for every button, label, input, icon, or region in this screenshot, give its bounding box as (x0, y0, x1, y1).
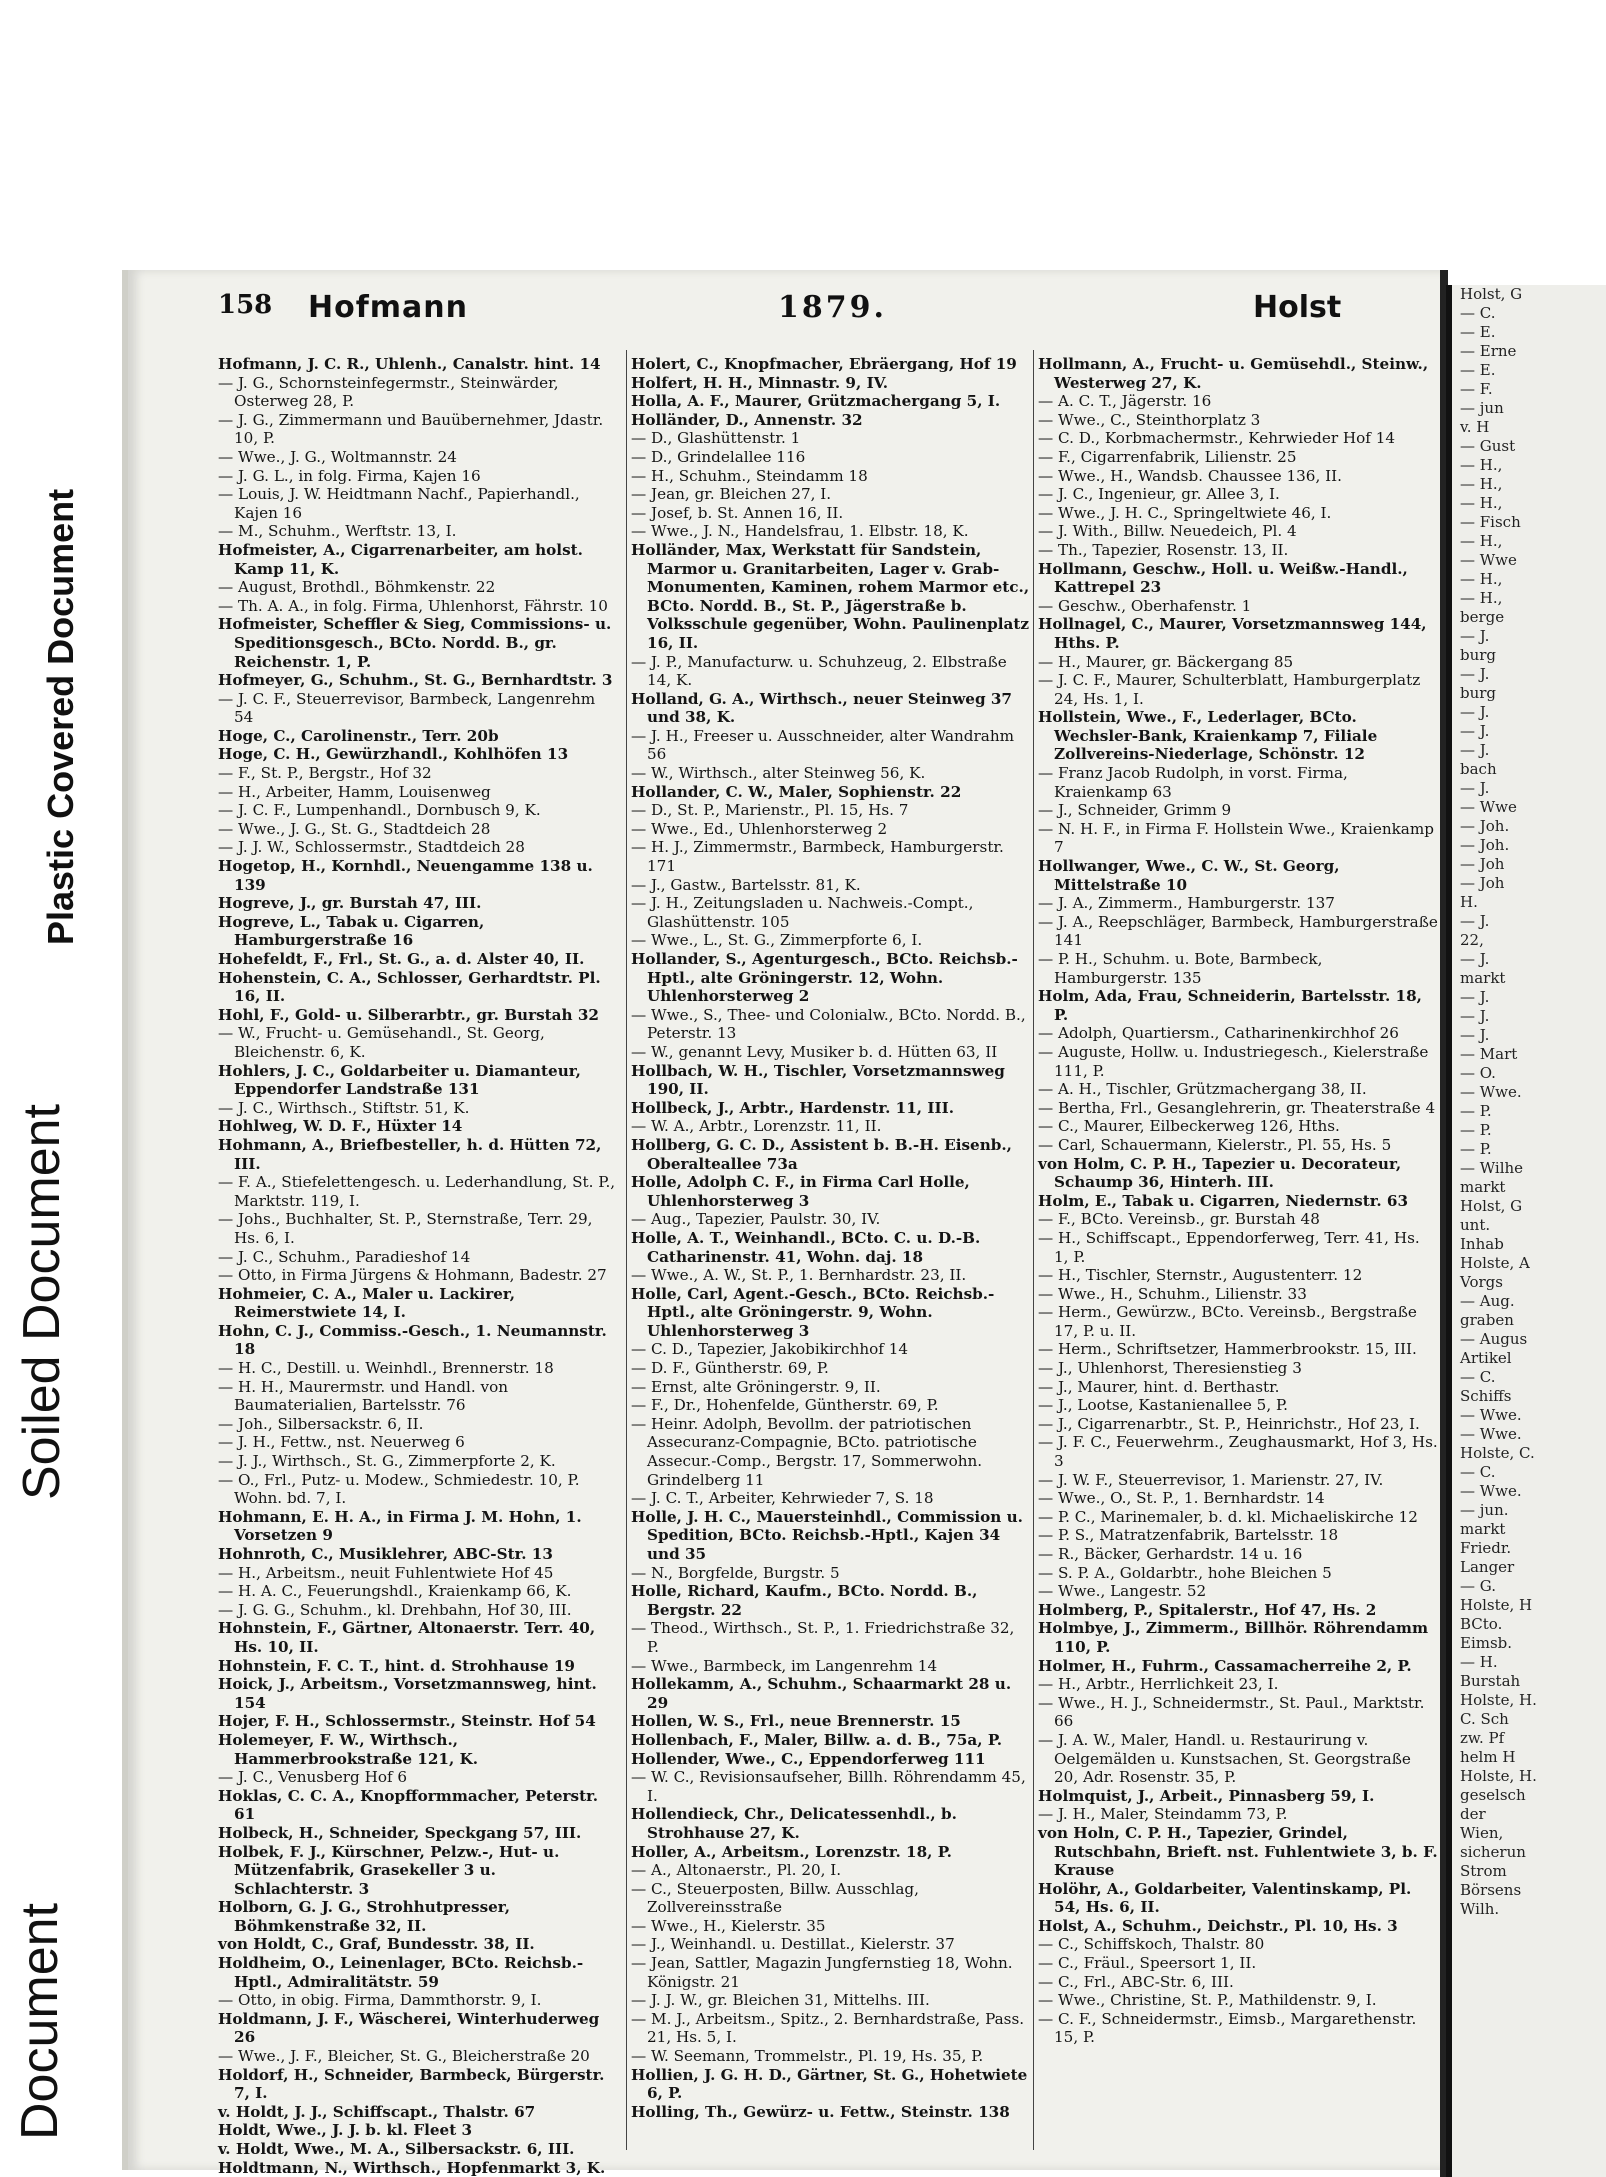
directory-entry: — Wwe., Christine, St. P., Mathildenstr. 9, I. (1038, 1991, 1377, 2010)
directory-entry: — D., St. P., Marienstr., Pl. 15, Hs. 7 (631, 801, 909, 820)
directory-entry: — P. C., Marinemaler, b. d. kl. Michaeliskirche 12 (1038, 1507, 1418, 1526)
directory-entry: Holla, A. F., Maurer, Grützmachergang 5, I. (631, 392, 1001, 411)
adjacent-page-entry: — J. (1460, 1026, 1490, 1044)
directory-entry: Holm, E., Tabak u. Cigarren, Niedernstr. 63 (1038, 1191, 1409, 1210)
directory-entry: — Carl, Schauermann, Kielerstr., Pl. 55, Hs. 5 (1038, 1135, 1392, 1154)
directory-entry: Holland, G. A., Wirthsch., neuer Steinweg 37 und 38, K. (631, 689, 1012, 727)
adjacent-page-entry: — C. (1460, 304, 1496, 322)
adjacent-page-entry: — J. (1460, 722, 1490, 740)
directory-entry: Holländer, D., Annenstr. 32 (631, 410, 863, 429)
adjacent-page-entry: — Wwe. (1460, 1425, 1522, 1443)
directory-entry: Hollbach, W. H., Tischler, Vorsetzmannsweg 190, II. (631, 1061, 1005, 1099)
directory-entry: — Heinr. Adolph, Bevollm. der patriotischen Assecuranz-Compagnie, BCto. patriotische Assecur.-Comp., Bergstr. 17, Sommerwohn. Grindelberg 11 (631, 1414, 983, 1489)
directory-entry: — J., Maurer, hint. d. Berthastr. (1038, 1377, 1280, 1396)
directory-entry: — F., Dr., Hohenfelde, Güntherstr. 69, P. (631, 1396, 939, 1415)
adjacent-page-entry: — G. (1460, 1577, 1496, 1595)
adjacent-page-entry: — Wwe. (1460, 1406, 1522, 1424)
directory-entry: — W. A., Arbtr., Lorenzstr. 11, II. (631, 1117, 882, 1136)
adjacent-page-entry: geselsch (1460, 1786, 1526, 1804)
directory-column-2 (631, 355, 1031, 2145)
directory-entry: — Bertha, Frl., Gesanglehrerin, gr. Theaterstraße 4 (1038, 1098, 1436, 1117)
directory-entry: Hohnstein, F. C. T., hint. d. Strohhause 19 (218, 1656, 575, 1675)
directory-entry: Hofmeister, Scheffler & Sieg, Commissions- u. Speditionsgesch., BCto. Nordd. B., gr. Reichenstr. 1, P. (218, 615, 612, 671)
directory-entry: — J. A. W., Maler, Handl. u. Restaurirung v. Oelgemälden u. Kunstsachen, St. Georgstraße 20, Adr. Rosenstr. 35, P. (1038, 1730, 1411, 1787)
directory-entry: Hollien, J. G. H. D., Gärtner, St. G., Hohetwiete 6, P. (631, 2065, 1028, 2103)
directory-entry: Holle, A. T., Weinhandl., BCto. C. u. D.-B. Catharinenstr. 41, Wohn. daj. 18 (631, 1228, 981, 1266)
adjacent-page-entry: Holste, A (1460, 1254, 1530, 1272)
directory-entry: — J. With., Billw. Neuedeich, Pl. 4 (1038, 522, 1297, 541)
directory-entry: Holborn, G. J. G., Strohhutpresser, Böhmkenstraße 32, II. (218, 1898, 510, 1935)
header-year: 1879. (778, 290, 887, 325)
directory-entry: Holmer, H., Fuhrm., Cassamacherreihe 2, P. (1038, 1656, 1412, 1675)
directory-entry: — Wwe., J. H. C., Springeltwiete 46, I. (1038, 503, 1332, 522)
directory-entry: — F., St. P., Bergstr., Hof 32 (218, 764, 432, 783)
directory-entry: — J. A., Zimmerm., Hamburgerstr. 137 (1038, 894, 1335, 913)
directory-entry: Hollender, Wwe., C., Eppendorferweg 111 (631, 1749, 986, 1768)
directory-entry: — Wwe., A. W., St. P., 1. Bernhardstr. 23, II. (631, 1266, 967, 1285)
plastic-covered-label: Plastic Covered Document (40, 488, 81, 945)
adjacent-page-entry: — Mart (1460, 1045, 1518, 1063)
directory-entry: — J. C., Schuhm., Paradieshof 14 (218, 1247, 471, 1266)
document-label: Document (11, 1903, 69, 2140)
directory-entry: — W. C., Revisionsaufseher, Billh. Röhrendamm 45, I. (631, 1768, 1026, 1805)
directory-entry: — H. J., Zimmermstr., Barmbeck, Hamburgerstr. 171 (631, 838, 1004, 876)
directory-entry: — H. A. C., Feuerungshdl., Kraienkamp 66, K. (218, 1582, 572, 1601)
adjacent-page-entry: Artikel (1460, 1349, 1512, 1367)
directory-entry: Hollstein, Wwe., F., Lederlager, BCto. Wechsler-Bank, Kraienkamp 7, Filiale Zollvereins-Niederlage, Schönstr. 12 (1038, 708, 1378, 764)
adjacent-page-entry: Holste, H. (1460, 1767, 1537, 1785)
adjacent-page-entry: — P. (1460, 1140, 1492, 1158)
directory-entry: — J. H., Fettw., nst. Neuerweg 6 (218, 1433, 465, 1452)
directory-entry: — C., Steuerposten, Billw. Ausschlag, Zollvereinsstraße (631, 1879, 919, 1917)
directory-entry: — H., Arbeiter, Hamm, Louisenweg (218, 782, 491, 801)
directory-entry: — M. J., Arbeitsm., Spitz., 2. Bernhardstraße, Pass. 21, Hs. 5, I. (631, 2009, 1025, 2047)
adjacent-page-entry: — Wwe. (1460, 1482, 1522, 1500)
directory-entry: — Wwe., C., Steinthorplatz 3 (1038, 410, 1261, 429)
adjacent-page-entry: — J. (1460, 627, 1490, 645)
directory-entry: Hollbeck, J., Arbtr., Hardenstr. 11, III. (631, 1098, 954, 1117)
directory-entry: — C. F., Schneidermstr., Eimsb., Margarethenstr. 15, P. (1038, 2009, 1417, 2047)
directory-entry: — S. P. A., Goldarbtr., hohe Bleichen 5 (1038, 1563, 1332, 1582)
adjacent-page-entry: unt. (1460, 1216, 1491, 1234)
directory-entry: — August, Brothdl., Böhmkenstr. 22 (218, 578, 496, 597)
adjacent-page-entry: Holste, C. (1460, 1444, 1535, 1462)
adjacent-page-entry: Inhab (1460, 1235, 1504, 1253)
directory-entry: — Louis, J. W. Heidtmann Nachf., Papierhandl., Kajen 16 (218, 485, 580, 522)
adjacent-page-entry: — C. (1460, 1368, 1496, 1386)
column-divider (626, 350, 627, 2150)
directory-entry: — C., Fräul., Speersort 1, II. (1038, 1954, 1257, 1973)
directory-entry: — W., Wirthsch., alter Steinweg 56, K. (631, 764, 926, 783)
directory-entry: — Wwe., S., Thee- und Colonialw., BCto. Nordd. B., Peterstr. 13 (631, 1005, 1026, 1043)
directory-entry: — D., Grindelallee 116 (631, 447, 806, 466)
adjacent-page-entry: — Erne (1460, 342, 1517, 360)
directory-entry: Hohnroth, C., Musiklehrer, ABC-Str. 13 (218, 1545, 553, 1563)
adjacent-page-entry: — F. (1460, 380, 1493, 398)
adjacent-page-entry: H. (1460, 893, 1478, 911)
header-right-word: Holst (1253, 290, 1342, 325)
adjacent-page-entry: C. Sch (1460, 1710, 1509, 1728)
adjacent-page-entry: burg (1460, 646, 1497, 664)
directory-entry: — J., Lootse, Kastanienallee 5, P. (1038, 1396, 1288, 1415)
directory-entry: — N., Borgfelde, Burgstr. 5 (631, 1563, 840, 1582)
directory-entry: — Th. A. A., in folg. Firma, Uhlenhorst, Fährstr. 10 (218, 596, 608, 615)
directory-entry: — J. C., Ingenieur, gr. Allee 3, I. (1038, 485, 1280, 504)
directory-entry: Hogreve, L., Tabak u. Cigarren, Hamburgerstraße 16 (218, 912, 485, 950)
directory-entry: — W., Frucht- u. Gemüsehandl., St. Georg, Bleichenstr. 6, K. (218, 1024, 545, 1061)
adjacent-page-entry: — J. (1460, 912, 1490, 930)
adjacent-page-entry: BCto. (1460, 1615, 1503, 1633)
adjacent-page-entry: — H., (1460, 589, 1503, 607)
adjacent-page-entry: Eimsb. (1460, 1634, 1513, 1652)
directory-entry: Holling, Th., Gewürz- u. Fettw., Steinstr. 138 (631, 2102, 1010, 2121)
adjacent-page-entry: — Wwe (1460, 551, 1517, 569)
directory-entry: — D. F., Güntherstr. 69, P. (631, 1359, 829, 1378)
directory-entry: — J. C. T., Arbeiter, Kehrwieder 7, S. 18 (631, 1489, 934, 1508)
directory-entry: Hofmeister, A., Cigarrenarbeiter, am holst. Kamp 11, K. (218, 540, 583, 578)
adjacent-page-entry: — H. (1460, 1653, 1498, 1671)
directory-entry: Hohenstein, C. A., Schlosser, Gerhardtstr. Pl. 16, II. (218, 968, 601, 1006)
directory-entry: — C. D., Korbmachermstr., Kehrwieder Hof 14 (1038, 429, 1396, 448)
directory-entry: Hoick, J., Arbeitsm., Vorsetzmannsweg, hint. 154 (218, 1675, 597, 1712)
adjacent-page-entry: — J. (1460, 741, 1490, 759)
adjacent-page-entry: — Augus (1460, 1330, 1528, 1348)
directory-entry: — Wwe., J. G., St. G., Stadtdeich 28 (218, 819, 491, 838)
directory-entry: — J. P., Manufacturw. u. Schuhzeug, 2. Elbstraße 14, K. (631, 652, 1007, 690)
adjacent-page-entry: — C. (1460, 1463, 1496, 1481)
adjacent-page-entry: — Wwe. (1460, 1083, 1522, 1101)
directory-entry: — J. C. F., Lumpenhandl., Dornbusch 9, K. (218, 801, 541, 820)
directory-entry: Hollmann, A., Frucht- u. Gemüsehdl., Steinw., Westerweg 27, K. (1038, 355, 1429, 392)
adjacent-page-entry: — Wilhe (1460, 1159, 1524, 1177)
directory-entry: Holmquist, J., Arbeit., Pinnasberg 59, I. (1038, 1786, 1375, 1805)
directory-entry: — J. H., Zeitungsladen u. Nachweis.-Compt., Glashüttenstr. 105 (631, 894, 974, 931)
directory-entry: Hogreve, J., gr. Burstah 47, III. (218, 894, 482, 913)
adjacent-page-entry: — H., (1460, 494, 1503, 512)
directory-entry: — F., Cigarrenfabrik, Lilienstr. 25 (1038, 447, 1297, 466)
directory-entry: Hohefeldt, F., Frl., St. G., a. d. Alster 40, II. (218, 950, 585, 968)
adjacent-page-entry: — Gust (1460, 437, 1516, 455)
directory-entry: — H., Tischler, Sternstr., Augustenterr. 12 (1038, 1266, 1363, 1285)
adjacent-page-entry: — jun (1460, 399, 1504, 417)
directory-entry: Hohmann, E. H. A., in Firma J. M. Hohn, 1. Vorsetzen 9 (218, 1507, 582, 1545)
directory-entry: — J. W. F., Steuerrevisor, 1. Marienstr. 27, IV. (1038, 1470, 1384, 1489)
adjacent-page-entry: berge (1460, 608, 1505, 626)
directory-entry: — Wwe., Barmbeck, im Langenrehm 14 (631, 1656, 938, 1675)
directory-entry: Hojer, F. H., Schlossermstr., Steinstr. Hof 54 (218, 1712, 596, 1731)
adjacent-page-entry: — E. (1460, 361, 1496, 379)
directory-entry: — Geschw., Oberhafenstr. 1 (1038, 596, 1252, 615)
directory-entry: Holdtmann, N., Wirthsch., Hopfenmarkt 3, K. (218, 2158, 606, 2177)
adjacent-page-entry: — Aug. (1460, 1292, 1515, 1310)
directory-entry: von Holm, C. P. H., Tapezier u. Decorateur, Schaump 36, Hinterh. III. (1038, 1154, 1402, 1192)
adjacent-page-entry: Burstah (1460, 1672, 1521, 1690)
adjacent-page-entry: sicherun (1460, 1843, 1526, 1861)
directory-column-3 (1038, 355, 1438, 2145)
directory-entry: Hohl, F., Gold- u. Silberarbtr., gr. Burstah 32 (218, 1005, 599, 1024)
directory-entry: — J. C. F., Steuerrevisor, Barmbeck, Langenrehm 54 (218, 689, 596, 727)
directory-entry: Hollwanger, Wwe., C. W., St. Georg, Mittelstraße 10 (1038, 857, 1340, 894)
directory-entry: — J. A., Reepschläger, Barmbeck, Hamburgerstraße 141 (1038, 912, 1438, 950)
directory-entry: — Wwe., H., Wandsb. Chaussee 136, II. (1038, 466, 1342, 485)
directory-entry: Hollmann, Geschw., Holl. u. Weißw.-Handl., Kattrepel 23 (1038, 559, 1408, 597)
directory-entry: — P. S., Matratzenfabrik, Bartelsstr. 18 (1038, 1526, 1339, 1545)
directory-entry: — J. G., Schornsteinfegermstr., Steinwärder, Osterweg 28, P. (218, 373, 559, 411)
directory-entry: — J., Uhlenhorst, Theresienstieg 3 (1038, 1359, 1302, 1378)
directory-entry: Holm, Ada, Frau, Schneiderin, Bartelsstr. 18, P. (1038, 987, 1422, 1024)
directory-entry: — Wwe., H., Schuhm., Lilienstr. 33 (1038, 1284, 1307, 1303)
adjacent-page-entry: — J. (1460, 950, 1490, 968)
adjacent-page-entry: — J. (1460, 703, 1490, 721)
adjacent-page-entry: — J. (1460, 1007, 1490, 1025)
adjacent-page-entry: — E. (1460, 323, 1496, 341)
directory-entry: Holert, C., Knopfmacher, Ebräergang, Hof 19 (631, 355, 1017, 373)
adjacent-page-entry: helm H (1460, 1748, 1516, 1766)
directory-entry: Hofmeyer, G., Schuhm., St. G., Bernhardtstr. 3 (218, 671, 613, 690)
directory-entry: Holdorf, H., Schneider, Barmbeck, Bürgerstr. 7, I. (218, 2065, 605, 2103)
directory-entry: Hohmeier, C. A., Maler u. Lackirer, Reimerstwiete 14, I. (218, 1284, 516, 1322)
directory-entry: — Wwe., L., St. G., Zimmerpforte 6, I. (631, 931, 923, 950)
directory-entry: Hollberg, G. C. D., Assistent b. B.-H. Eisenb., Oberalteallee 73a (631, 1135, 1012, 1173)
directory-entry: Hoge, C. H., Gewürzhandl., Kohlhöfen 13 (218, 745, 569, 764)
adjacent-page-entry: Holste, H. (1460, 1691, 1537, 1709)
directory-entry: von Holdt, C., Graf, Bundesstr. 38, II. (218, 1935, 535, 1954)
column-divider (1033, 350, 1034, 2150)
directory-entry: — W., genannt Levy, Musiker b. d. Hütten 63, II (631, 1042, 998, 1061)
adjacent-page-entry: — Joh. (1460, 836, 1510, 854)
directory-entry: — J. C., Venusberg Hof 6 (218, 1768, 408, 1787)
directory-entry: — Wwe., J. N., Handelsfrau, 1. Elbstr. 18, K. (631, 522, 969, 541)
adjacent-page-entry: Wien, (1460, 1824, 1504, 1842)
directory-entry: Holdheim, O., Leinenlager, BCto. Reichsb.-Hptl., Admiralitätstr. 59 (218, 1954, 584, 1991)
directory-entry: Hollekamm, A., Schuhm., Schaarmarkt 28 u. 29 (631, 1675, 1012, 1712)
directory-entry: — J., Weinhandl. u. Destillat., Kielerstr. 37 (631, 1935, 955, 1954)
directory-entry: — J. F. C., Feuerwehrm., Zeughausmarkt, Hof 3, Hs. 3 (1038, 1433, 1438, 1471)
adjacent-page-entry: — H., (1460, 456, 1503, 474)
adjacent-page-entry: Holst, G (1460, 285, 1523, 303)
directory-entry: Holler, A., Arbeitsm., Lorenzstr. 18, P. (631, 1842, 952, 1861)
adjacent-page-entry: markt (1460, 1178, 1506, 1196)
adjacent-page-entry: v. H (1460, 418, 1490, 436)
directory-entry: — H. C., Destill. u. Weinhdl., Brennerstr. 18 (218, 1359, 554, 1378)
directory-entry: — A., Altonaerstr., Pl. 20, I. (631, 1861, 842, 1880)
directory-entry: Holmbye, J., Zimmerm., Billhör. Röhrendamm 110, P. (1038, 1619, 1429, 1656)
directory-entry: Hollander, C. W., Maler, Sophienstr. 22 (631, 782, 962, 801)
adjacent-page-entry: — P. (1460, 1102, 1492, 1120)
directory-entry: Holst, A., Schuhm., Deichstr., Pl. 10, Hs. 3 (1038, 1916, 1398, 1935)
directory-entry: — C., Frl., ABC-Str. 6, III. (1038, 1972, 1234, 1991)
directory-entry: Hollnagel, C., Maurer, Vorsetzmannsweg 144, Hths. P. (1038, 615, 1427, 652)
adjacent-page-entry: — Wwe (1460, 798, 1517, 816)
directory-entry: — H. H., Maurermstr. und Handl. von Baumaterialien, Bartelsstr. 76 (218, 1377, 509, 1415)
adjacent-page-entry: Vorgs (1460, 1273, 1503, 1291)
adjacent-page-entry: — Joh (1460, 855, 1505, 873)
directory-entry: — Theod., Wirthsch., St. P., 1. Friedrichstraße 32, P. (631, 1619, 1015, 1656)
directory-entry: — Ernst, alte Gröningerstr. 9, II. (631, 1377, 881, 1396)
directory-entry: — C. D., Tapezier, Jakobikirchhof 14 (631, 1340, 909, 1359)
directory-entry: Holdmann, J. F., Wäscherei, Winterhuderweg 26 (218, 2009, 600, 2047)
directory-entry: Hohlers, J. C., Goldarbeiter u. Diamanteur, Eppendorfer Landstraße 131 (218, 1061, 581, 1099)
directory-entry: Hoge, C., Carolinenstr., Terr. 20b (218, 726, 499, 745)
adjacent-page-entry: Börsens (1460, 1881, 1522, 1899)
adjacent-page-entry: Langer (1460, 1558, 1515, 1576)
directory-entry: — J. G. G., Schuhm., kl. Drehbahn, Hof 30, III. (218, 1600, 572, 1619)
directory-entry: — H., Maurer, gr. Bäckergang 85 (1038, 652, 1294, 671)
directory-entry: Holle, Carl, Agent.-Gesch., BCto. Reichsb.-Hptl., alte Gröningerstr. 9, Wohn. Uhlenhorsterweg 3 (631, 1284, 995, 1340)
adjacent-page-entry: bach (1460, 760, 1497, 778)
directory-entry: — Auguste, Hollw. u. Industriegesch., Kielerstraße 111, P. (1038, 1042, 1429, 1080)
directory-entry: — F., BCto. Vereinsb., gr. Burstah 48 (1038, 1210, 1320, 1229)
directory-entry: Holfert, H. H., Minnastr. 9, IV. (631, 373, 889, 392)
directory-entry: — H., Schiffscapt., Eppendorferweg, Terr. 41, Hs. 1, P. (1038, 1228, 1420, 1266)
directory-entry: — Wwe., J. F., Bleicher, St. G., Bleicherstraße 20 (218, 2047, 590, 2066)
adjacent-page-entry: Holst, G (1460, 1197, 1523, 1215)
directory-entry: — J. C. F., Maurer, Schulterblatt, Hamburgerplatz 24, Hs. 1, I. (1038, 671, 1421, 708)
directory-entry: — Wwe., Langestr. 52 (1038, 1582, 1207, 1601)
directory-entry: — Jean, gr. Bleichen 27, I. (631, 485, 832, 504)
adjacent-page-entry: — O. (1460, 1064, 1496, 1082)
directory-entry: — Otto, in Firma Jürgens & Hohmann, Badestr. 27 (218, 1266, 607, 1285)
directory-entry: Holdt, Wwe., J. J. b. kl. Fleet 3 (218, 2121, 473, 2140)
directory-entry: — J. C., Wirthsch., Stiftstr. 51, K. (218, 1098, 470, 1117)
adjacent-page-entry: — H., (1460, 570, 1503, 588)
directory-entry: Holle, J. H. C., Mauersteinhdl., Commission u. Spedition, BCto. Reichsb.-Hptl., Kajen 34 und 35 (631, 1507, 1023, 1563)
adjacent-page-entry: — Fisch (1460, 513, 1521, 531)
directory-entry: — M., Schuhm., Werftstr. 13, I. (218, 522, 457, 541)
directory-entry: — J. J. W., gr. Bleichen 31, Mittelhs. III. (631, 1991, 930, 2010)
directory-entry: — J., Schneider, Grimm 9 (1038, 801, 1232, 820)
adjacent-page-entry: — Joh. (1460, 817, 1510, 835)
directory-entry: — Johs., Buchhalter, St. P., Sternstraße, Terr. 29, Hs. 6, I. (218, 1210, 593, 1247)
adjacent-page-entry: markt (1460, 969, 1506, 987)
directory-entry: Hollendieck, Chr., Delicatessenhdl., b. Strohhause 27, K. (631, 1805, 957, 1842)
directory-entry: — J., Gastw., Bartelsstr. 81, K. (631, 875, 861, 894)
adjacent-page-entry: markt (1460, 1520, 1506, 1538)
directory-entry: — H., Schuhm., Steindamm 18 (631, 466, 868, 485)
directory-entry: v. Holdt, Wwe., M. A., Silbersackstr. 6, III. (218, 2140, 575, 2158)
adjacent-page-entry: zw. Pf (1460, 1729, 1505, 1747)
directory-entry: Holemeyer, F. W., Wirthsch., Hammerbrookstraße 121, K. (218, 1730, 479, 1768)
directory-page (122, 270, 1448, 2177)
directory-entry: — J. G., Zimmermann und Bauübernehmer, Jdastr. 10, P. (218, 410, 604, 448)
adjacent-page-entry: Friedr. (1460, 1539, 1512, 1557)
directory-entry: — Josef, b. St. Annen 16, II. (631, 503, 844, 522)
directory-entry: Hogetop, H., Kornhdl., Neuengamme 138 u. 139 (218, 857, 593, 894)
directory-entry: von Holn, C. P. H., Tapezier, Grindel, Rutschbahn, Brieft. nst. Fuhlentwiete 3, b. F. Krause (1038, 1823, 1438, 1880)
directory-entry: — Joh., Silbersackstr. 6, II. (218, 1414, 424, 1433)
adjacent-page-entry: — H., (1460, 475, 1503, 493)
adjacent-page-entry: — H., (1460, 532, 1503, 550)
directory-entry: — Adolph, Quartiersm., Catharinenkirchhof 26 (1038, 1024, 1399, 1043)
directory-entry: Holmberg, P., Spitalerstr., Hof 47, Hs. 2 (1038, 1600, 1377, 1619)
directory-entry: Hohmann, A., Briefbesteller, h. d. Hütten 72, III. (218, 1135, 602, 1173)
directory-entry: — Wwe., H. J., Schneidermstr., St. Paul., Marktstr. 66 (1038, 1693, 1425, 1731)
directory-entry: — Aug., Tapezier, Paulstr. 30, IV. (631, 1210, 881, 1229)
directory-entry: — Otto, in obig. Firma, Dammthorstr. 9, I. (218, 1991, 542, 2010)
directory-entry: — D., Glashüttenstr. 1 (631, 429, 801, 448)
directory-entry: — J. H., Freeser u. Ausschneider, alter Wandrahm 56 (631, 726, 1015, 764)
directory-entry: Holländer, Max, Werkstatt für Sandstein, Marmor u. Granitarbeiten, Lager v. Grab-Monumenten, Kaminen, rohem Marmor etc., BCto. Nordd. B., St. P., Jägerstraße b. Volksschule gegenüber, Wohn. Paulinenplatz 16, II. (631, 540, 1030, 652)
adjacent-page-entry: — Joh (1460, 874, 1505, 892)
directory-entry: — C., Schiffskoch, Thalstr. 80 (1038, 1935, 1265, 1954)
page-header (218, 290, 1443, 330)
directory-entry: — Wwe., O., St. P., 1. Bernhardstr. 14 (1038, 1489, 1325, 1508)
directory-entry: — J. H., Maler, Steindamm 73, P. (1038, 1805, 1288, 1824)
adjacent-page-entry: Schiffs (1460, 1387, 1512, 1405)
directory-entry: v. Holdt, J. J., Schiffscapt., Thalstr. 67 (218, 2102, 536, 2121)
directory-entry: — F. A., Stiefelettengesch. u. Lederhandlung, St. P., Marktstr. 119, I. (218, 1173, 616, 1210)
directory-entry: Hoklas, C. C. A., Knopfformmacher, Peterstr. 61 (218, 1786, 598, 1824)
directory-entry: Hollenbach, F., Maler, Billw. a. d. B., 75a, P. (631, 1730, 1003, 1749)
directory-entry: Holbeck, H., Schneider, Speckgang 57, III. (218, 1823, 582, 1842)
header-left-word: Hofmann (308, 290, 468, 325)
directory-entry: — A. C. T., Jägerstr. 16 (1038, 392, 1212, 411)
directory-entry: — R., Bäcker, Gerhardstr. 14 u. 16 (1038, 1545, 1303, 1563)
directory-entry: Hollen, W. S., Frl., neue Brennerstr. 15 (631, 1712, 961, 1731)
adjacent-page-entry: Holste, H (1460, 1596, 1533, 1614)
directory-column-1 (218, 355, 618, 2177)
directory-entry: — Herm., Schriftsetzer, Hammerbrookstr. 15, III. (1038, 1340, 1417, 1359)
directory-entry: — H., Arbeitsm., neuit Fuhlentwiete Hof 45 (218, 1563, 554, 1582)
soiled-document-label: Soiled Document (13, 1104, 71, 1500)
adjacent-page-entry: — jun. (1460, 1501, 1509, 1519)
adjacent-page-entry: Wilh. (1460, 1900, 1500, 1918)
directory-entry: — J. J. W., Schlossermstr., Stadtdeich 28 (218, 838, 525, 857)
directory-entry: — Jean, Sattler, Magazin Jungfernstieg 18, Wohn. Königstr. 21 (631, 1954, 1013, 1991)
directory-entry: Holöhr, A., Goldarbeiter, Valentinskamp, Pl. 54, Hs. 6, II. (1038, 1879, 1412, 1917)
directory-entry: — O., Frl., Putz- u. Modew., Schmiedestr. 10, P. Wohn. bd. 7, I. (218, 1470, 580, 1508)
directory-entry: Holle, Richard, Kaufm., BCto. Nordd. B., Bergstr. 22 (631, 1582, 978, 1619)
directory-entry: — A. H., Tischler, Grützmachergang 38, II. (1038, 1080, 1367, 1099)
adjacent-page-fragment (1446, 285, 1606, 2177)
directory-entry: — Wwe., Ed., Uhlenhorsterweg 2 (631, 819, 888, 838)
directory-entry: — Wwe., J. G., Woltmannstr. 24 (218, 447, 457, 466)
adjacent-page-entry: burg (1460, 684, 1497, 702)
adjacent-page-entry: — P. (1460, 1121, 1492, 1139)
directory-entry: — J. J., Wirthsch., St. G., Zimmerpforte 2, K. (218, 1452, 556, 1471)
adjacent-page-entry: Strom (1460, 1862, 1507, 1880)
directory-entry: — N. H. F., in Firma F. Hollstein Wwe., Kraienkamp 7 (1038, 819, 1434, 857)
adjacent-page-entry: — J. (1460, 779, 1490, 797)
page-number: 158 (218, 290, 273, 320)
directory-entry: Hohn, C. J., Commiss.-Gesch., 1. Neumannstr. 18 (218, 1321, 607, 1359)
directory-entry: — J. G. L., in folg. Firma, Kajen 16 (218, 466, 481, 485)
adjacent-page-entry: der (1460, 1805, 1486, 1823)
directory-entry: — Franz Jacob Rudolph, in vorst. Firma, Kraienkamp 63 (1038, 764, 1348, 801)
directory-entry: Hohlweg, W. D. F., Hüxter 14 (218, 1117, 463, 1136)
directory-entry: — H., Arbtr., Herrlichkeit 23, I. (1038, 1675, 1279, 1694)
directory-entry: — C., Maurer, Eilbeckerweg 126, Hths. (1038, 1117, 1340, 1136)
directory-entry: — Herm., Gewürzw., BCto. Vereinsb., Bergstraße 17, P. u. II. (1038, 1303, 1417, 1340)
directory-entry: Holle, Adolph C. F., in Firma Carl Holle, Uhlenhorsterweg 3 (631, 1173, 970, 1210)
directory-entry: Hohnstein, F., Gärtner, Altonaerstr. Terr. 40, Hs. 10, II. (218, 1619, 596, 1656)
directory-entry: Hofmann, J. C. R., Uhlenh., Canalstr. hint. 14 (218, 355, 601, 373)
directory-entry: — Th., Tapezier, Rosenstr. 13, II. (1038, 540, 1289, 559)
adjacent-page-entry: graben (1460, 1311, 1514, 1329)
adjacent-page-entry: — J. (1460, 665, 1490, 683)
directory-entry: Hollander, S., Agenturgesch., BCto. Reichsb.-Hptl., alte Gröningerstr. 12, Wohn. Uhlenhorsterweg 2 (631, 950, 1018, 1006)
directory-entry: — Wwe., H., Kielerstr. 35 (631, 1916, 826, 1935)
directory-entry: — W. Seemann, Trommelstr., Pl. 19, Hs. 35, P. (631, 2047, 984, 2066)
adjacent-page-entry: — J. (1460, 988, 1490, 1006)
directory-entry: — P. H., Schuhm. u. Bote, Barmbeck, Hamburgerstr. 135 (1038, 950, 1323, 987)
directory-entry: Holbek, F. J., Kürschner, Pelzw.-, Hut- u. Mützenfabrik, Grasekeller 3 u. Schlachterstr. 3 (218, 1842, 560, 1898)
adjacent-page-entry: 22, (1460, 931, 1484, 949)
directory-entry: — J., Cigarrenarbtr., St. P., Heinrichstr., Hof 23, I. (1038, 1414, 1420, 1433)
